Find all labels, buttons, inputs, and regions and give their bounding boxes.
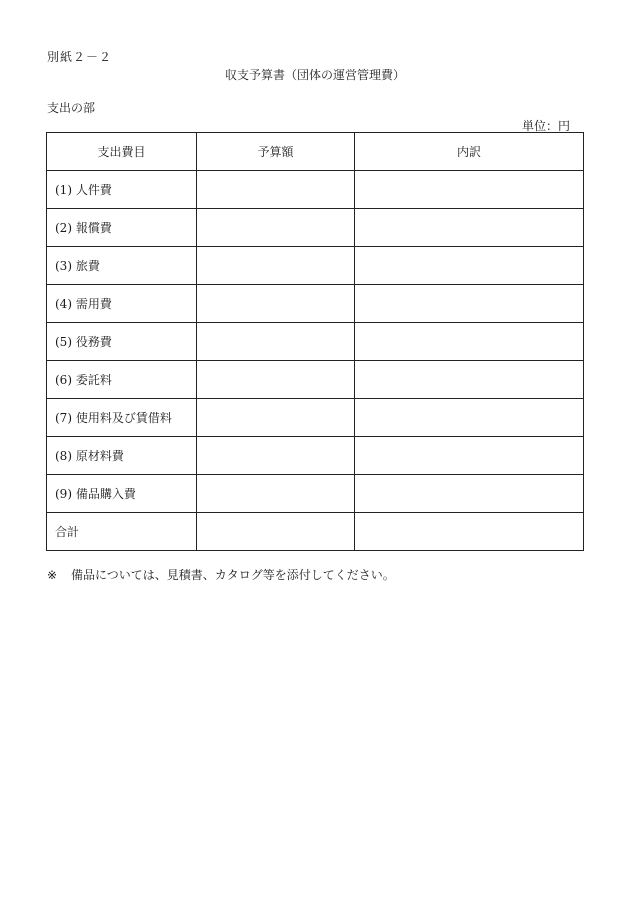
expense-item-cell: (3) 旅費 (47, 247, 197, 285)
expense-table (46, 132, 584, 551)
table-row (47, 437, 584, 475)
table-row (47, 285, 584, 323)
detail-cell[interactable] (355, 285, 584, 323)
header-breakdown: 内訳 (355, 133, 584, 171)
budget-cell[interactable] (197, 437, 355, 475)
table-row (47, 247, 584, 285)
expense-item-cell: (2) 報償費 (47, 209, 197, 247)
budget-cell[interactable] (197, 247, 355, 285)
budget-cell[interactable] (197, 323, 355, 361)
budget-cell[interactable] (197, 171, 355, 209)
expense-item-cell: (9) 備品購入費 (47, 475, 197, 513)
section-label: 支出の部 (47, 101, 96, 115)
total-budget-cell[interactable] (197, 513, 355, 551)
table-total-row (47, 513, 584, 551)
detail-cell[interactable] (355, 361, 584, 399)
total-detail-cell[interactable] (355, 513, 584, 551)
table-row (47, 323, 584, 361)
expense-item-cell: (7) 使用料及び賃借料 (47, 399, 197, 437)
expense-item-cell: (5) 役務費 (47, 323, 197, 361)
table-row (47, 475, 584, 513)
detail-cell[interactable] (355, 475, 584, 513)
expense-item-cell: (6) 委託料 (47, 361, 197, 399)
footnote (47, 566, 395, 583)
detail-cell[interactable] (355, 247, 584, 285)
budget-cell[interactable] (197, 475, 355, 513)
header-budget-amount: 予算額 (197, 133, 355, 171)
budget-cell[interactable] (197, 361, 355, 399)
expense-item-cell: (4) 需用費 (47, 285, 197, 323)
table-header-row (47, 133, 584, 171)
table-row (47, 361, 584, 399)
unit-label: 単位：円 (521, 119, 570, 133)
expense-item-cell: (1) 人件費 (47, 171, 197, 209)
budget-cell[interactable] (197, 399, 355, 437)
document-title: 収支予算書（団体の運営管理費） (224, 68, 405, 82)
detail-cell[interactable] (355, 171, 584, 209)
total-label-cell: 合計 (47, 513, 197, 551)
budget-cell[interactable] (197, 209, 355, 247)
detail-cell[interactable] (355, 323, 584, 361)
table-row (47, 171, 584, 209)
table-row (47, 399, 584, 437)
table-row (47, 209, 584, 247)
budget-cell[interactable] (197, 285, 355, 323)
attachment-label: 別紙２－２ (47, 50, 113, 64)
note-mark: ※ (47, 568, 58, 582)
note-text: 備品については、見積書、カタログ等を添付してください。 (71, 568, 395, 582)
detail-cell[interactable] (355, 209, 584, 247)
expense-item-cell: (8) 原材料費 (47, 437, 197, 475)
header-expense-item: 支出費目 (47, 133, 197, 171)
detail-cell[interactable] (355, 399, 584, 437)
detail-cell[interactable] (355, 437, 584, 475)
